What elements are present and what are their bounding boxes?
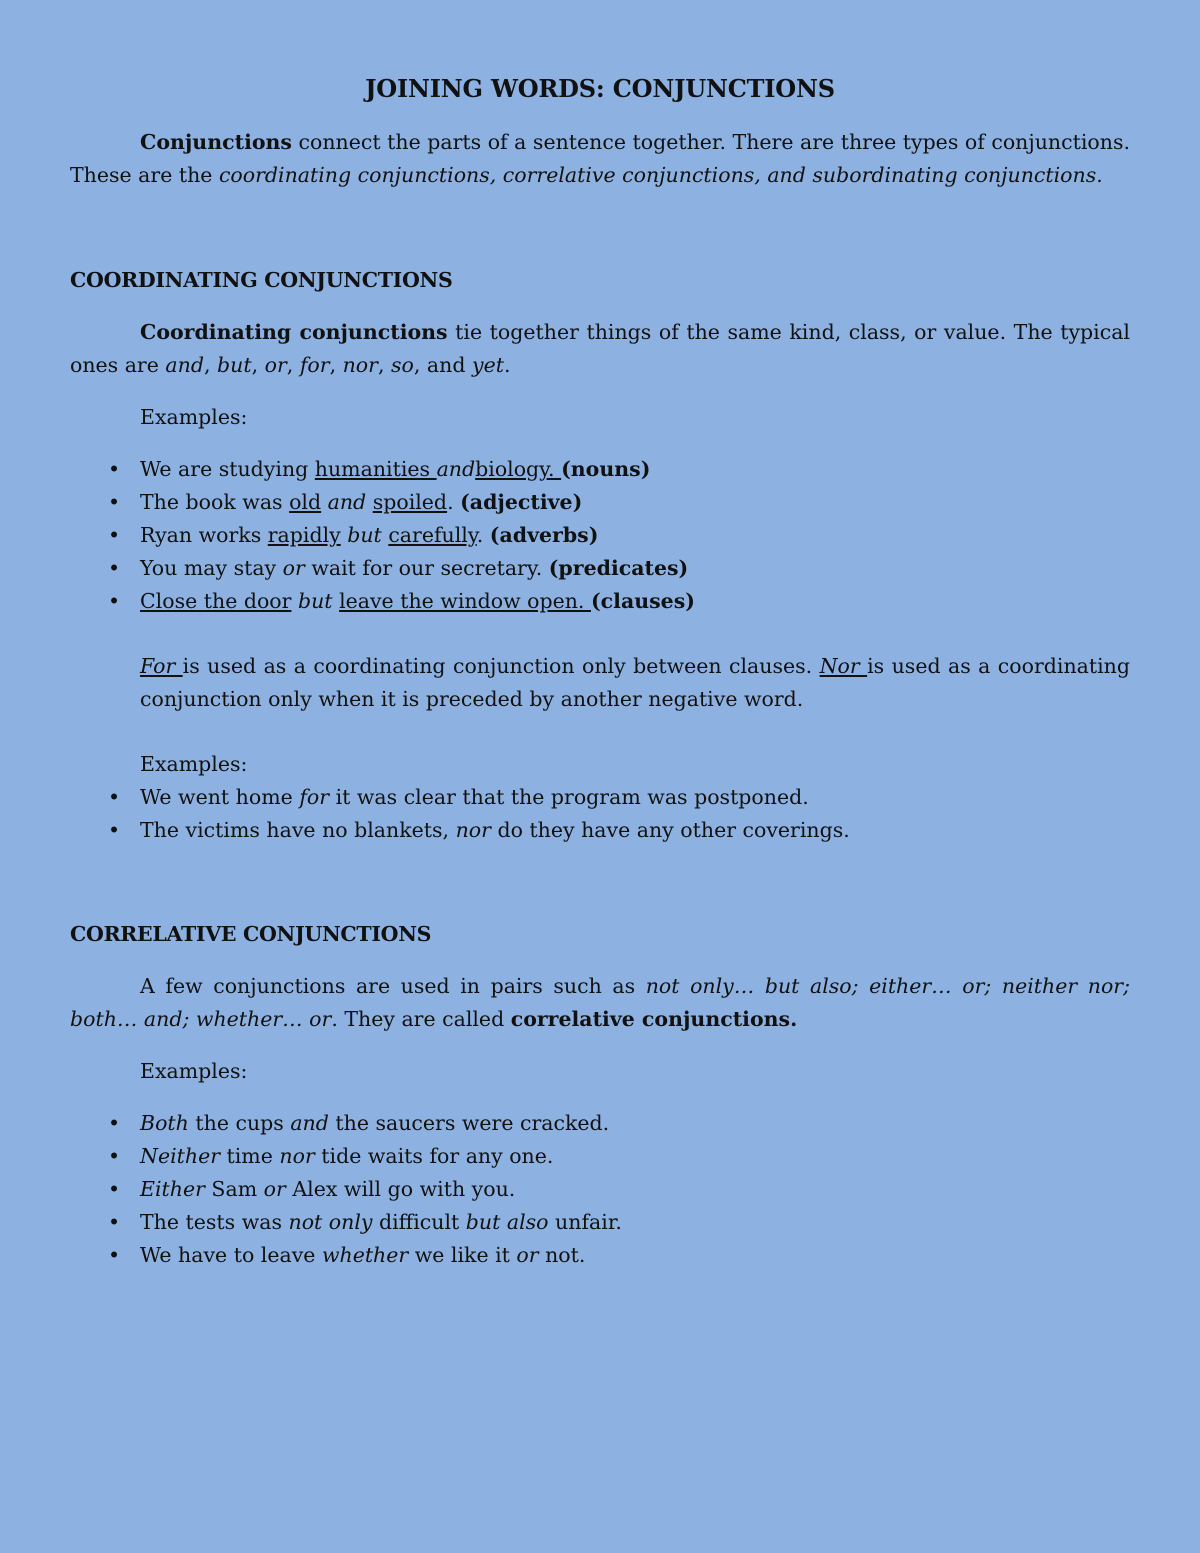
bullet-icon: • bbox=[108, 457, 121, 481]
example-conjunction: but bbox=[291, 589, 340, 613]
coordinating-heading: COORDINATING CONJUNCTIONS bbox=[70, 268, 453, 292]
correlative-text: . They are called bbox=[331, 1007, 511, 1031]
example-tag: (predicates) bbox=[548, 556, 689, 580]
list-item bbox=[70, 1173, 1130, 1206]
list-item bbox=[70, 781, 1130, 814]
example-tag: (adverbs) bbox=[489, 523, 599, 547]
bullet-icon: • bbox=[108, 523, 121, 547]
coordinating-paragraph bbox=[70, 316, 1130, 382]
underlined-word: humanities bbox=[314, 457, 437, 481]
conj-for: for bbox=[299, 353, 330, 377]
list-item bbox=[70, 1206, 1130, 1239]
conj-and: and bbox=[165, 353, 204, 377]
coordinating-bold-term: Coordinating conjunctions bbox=[140, 320, 448, 344]
example-conjunction: but bbox=[340, 523, 389, 547]
list-item bbox=[70, 1140, 1130, 1173]
conj-yet: yet bbox=[472, 353, 504, 377]
correlative-text: A few conjunctions are used in pairs such as bbox=[140, 974, 646, 998]
correlative-bold-term: correlative conjunctions. bbox=[510, 1007, 798, 1031]
list-item bbox=[70, 519, 1130, 552]
separator: , bbox=[251, 353, 265, 377]
bullet-icon: • bbox=[108, 1111, 121, 1135]
intro-italic-types: coordinating conjunctions, correlative conjunctions, and subordinating conjunctions. bbox=[218, 163, 1103, 187]
example-conjunction: or bbox=[516, 1243, 539, 1267]
example-text: the cups bbox=[188, 1111, 291, 1135]
bullet-icon: • bbox=[108, 556, 121, 580]
example-text: The book was bbox=[140, 490, 290, 514]
example-conjunction: and bbox=[290, 1111, 329, 1135]
examples-label: Examples: bbox=[140, 1059, 248, 1083]
example-conjunction: and bbox=[436, 457, 476, 481]
example-text: We have to leave bbox=[140, 1243, 322, 1267]
bullet-icon: • bbox=[108, 1210, 121, 1234]
correlative-heading: CORRELATIVE CONJUNCTIONS bbox=[70, 922, 432, 946]
underlined-word: biology. bbox=[475, 457, 562, 481]
separator: , bbox=[377, 353, 392, 377]
example-text: The victims have no blankets, bbox=[140, 818, 456, 842]
example-conjunction: nor bbox=[279, 1144, 315, 1168]
examples-label: Examples: bbox=[140, 752, 248, 776]
example-text: . bbox=[447, 490, 461, 514]
example-tag: (adjective) bbox=[460, 490, 583, 514]
example-text: We are studying bbox=[140, 457, 315, 481]
bullet-icon: • bbox=[108, 589, 121, 613]
list-item bbox=[70, 453, 1130, 486]
period: . bbox=[503, 353, 511, 377]
example-conjunction: nor bbox=[455, 818, 491, 842]
coordinating-examples-list bbox=[70, 453, 1130, 618]
example-text: the saucers were cracked. bbox=[328, 1111, 610, 1135]
coordinating-text: tie together things of the same kind, class, or value. The typical ones are bbox=[70, 320, 1130, 377]
list-item bbox=[70, 552, 1130, 585]
note-for-word: For bbox=[140, 654, 183, 678]
underlined-word: Close the door bbox=[140, 589, 292, 613]
example-text: time bbox=[220, 1144, 280, 1168]
note-text: is used as a coordinating conjunction only between clauses. bbox=[182, 654, 820, 678]
example-text: not. bbox=[538, 1243, 586, 1267]
bullet-icon: • bbox=[108, 785, 121, 809]
example-text: You may stay bbox=[140, 556, 283, 580]
list-item bbox=[70, 1107, 1130, 1140]
example-conjunction: Either bbox=[140, 1177, 205, 1201]
correlative-pairs: not only… but also; either… or; neither nor; both… and; whether… or bbox=[70, 974, 1130, 1031]
conj-but: but bbox=[217, 353, 252, 377]
bullet-icon: • bbox=[108, 1144, 121, 1168]
for-nor-examples-list bbox=[70, 781, 1130, 847]
underlined-word: carefully bbox=[388, 523, 477, 547]
bullet-icon: • bbox=[108, 1243, 121, 1267]
example-conjunction: for bbox=[299, 785, 330, 809]
page-title: JOINING WORDS: CONJUNCTIONS bbox=[365, 74, 835, 103]
list-item bbox=[70, 814, 1130, 847]
example-conjunction: but also bbox=[465, 1210, 549, 1234]
example-text: The tests was bbox=[140, 1210, 289, 1234]
example-conjunction: or bbox=[282, 556, 305, 580]
conj-or: or bbox=[264, 353, 287, 377]
example-text: we like it bbox=[408, 1243, 517, 1267]
bullet-icon: • bbox=[108, 818, 121, 842]
example-text: wait for our secretary. bbox=[304, 556, 549, 580]
list-item bbox=[70, 486, 1130, 519]
example-tag: (nouns) bbox=[561, 457, 651, 481]
conj-so: so bbox=[391, 353, 414, 377]
for-nor-note bbox=[70, 650, 1130, 716]
bullet-icon: • bbox=[108, 1177, 121, 1201]
correlative-examples-list bbox=[70, 1107, 1130, 1272]
note-text: is used as a coordinating conjunction only when it is preceded by another negative word. bbox=[140, 654, 1130, 711]
list-item bbox=[70, 1239, 1130, 1272]
separator: , bbox=[329, 353, 343, 377]
correlative-paragraph bbox=[70, 970, 1130, 1036]
example-tag: (clauses) bbox=[590, 589, 695, 613]
example-conjunction: Neither bbox=[140, 1144, 220, 1168]
example-conjunction: Both bbox=[140, 1111, 189, 1135]
note-nor-word: Nor bbox=[819, 654, 868, 678]
example-text: We went home bbox=[140, 785, 300, 809]
example-text: difficult bbox=[372, 1210, 466, 1234]
example-text: it was clear that the program was postponed. bbox=[329, 785, 809, 809]
list-item bbox=[70, 585, 1130, 618]
example-conjunction: or bbox=[263, 1177, 286, 1201]
example-text: tide waits for any one. bbox=[314, 1144, 554, 1168]
example-text: Sam bbox=[204, 1177, 264, 1201]
intro-paragraph bbox=[70, 126, 1130, 192]
example-text: unfair. bbox=[548, 1210, 622, 1234]
example-text: . bbox=[476, 523, 490, 547]
underlined-word: rapidly bbox=[267, 523, 341, 547]
example-text: Alex will go with you. bbox=[285, 1177, 516, 1201]
example-text: Ryan works bbox=[140, 523, 268, 547]
conj-nor: nor bbox=[342, 353, 378, 377]
example-conjunction: not only bbox=[288, 1210, 373, 1234]
examples-label: Examples: bbox=[140, 405, 248, 429]
separator: , bbox=[286, 353, 300, 377]
underlined-word: spoiled bbox=[372, 490, 448, 514]
bullet-icon: • bbox=[108, 490, 121, 514]
intro-text: connect the parts of a sentence together. There are three types of conjunctions. These are the bbox=[70, 130, 1130, 187]
example-conjunction: whether bbox=[321, 1243, 409, 1267]
underlined-word: leave the window open. bbox=[339, 589, 591, 613]
separator: , bbox=[203, 353, 217, 377]
underlined-word: old bbox=[289, 490, 322, 514]
intro-bold-term: Conjunctions bbox=[140, 130, 292, 154]
separator: , and bbox=[413, 353, 472, 377]
example-text: do they have any other coverings. bbox=[490, 818, 850, 842]
example-conjunction: and bbox=[321, 490, 373, 514]
